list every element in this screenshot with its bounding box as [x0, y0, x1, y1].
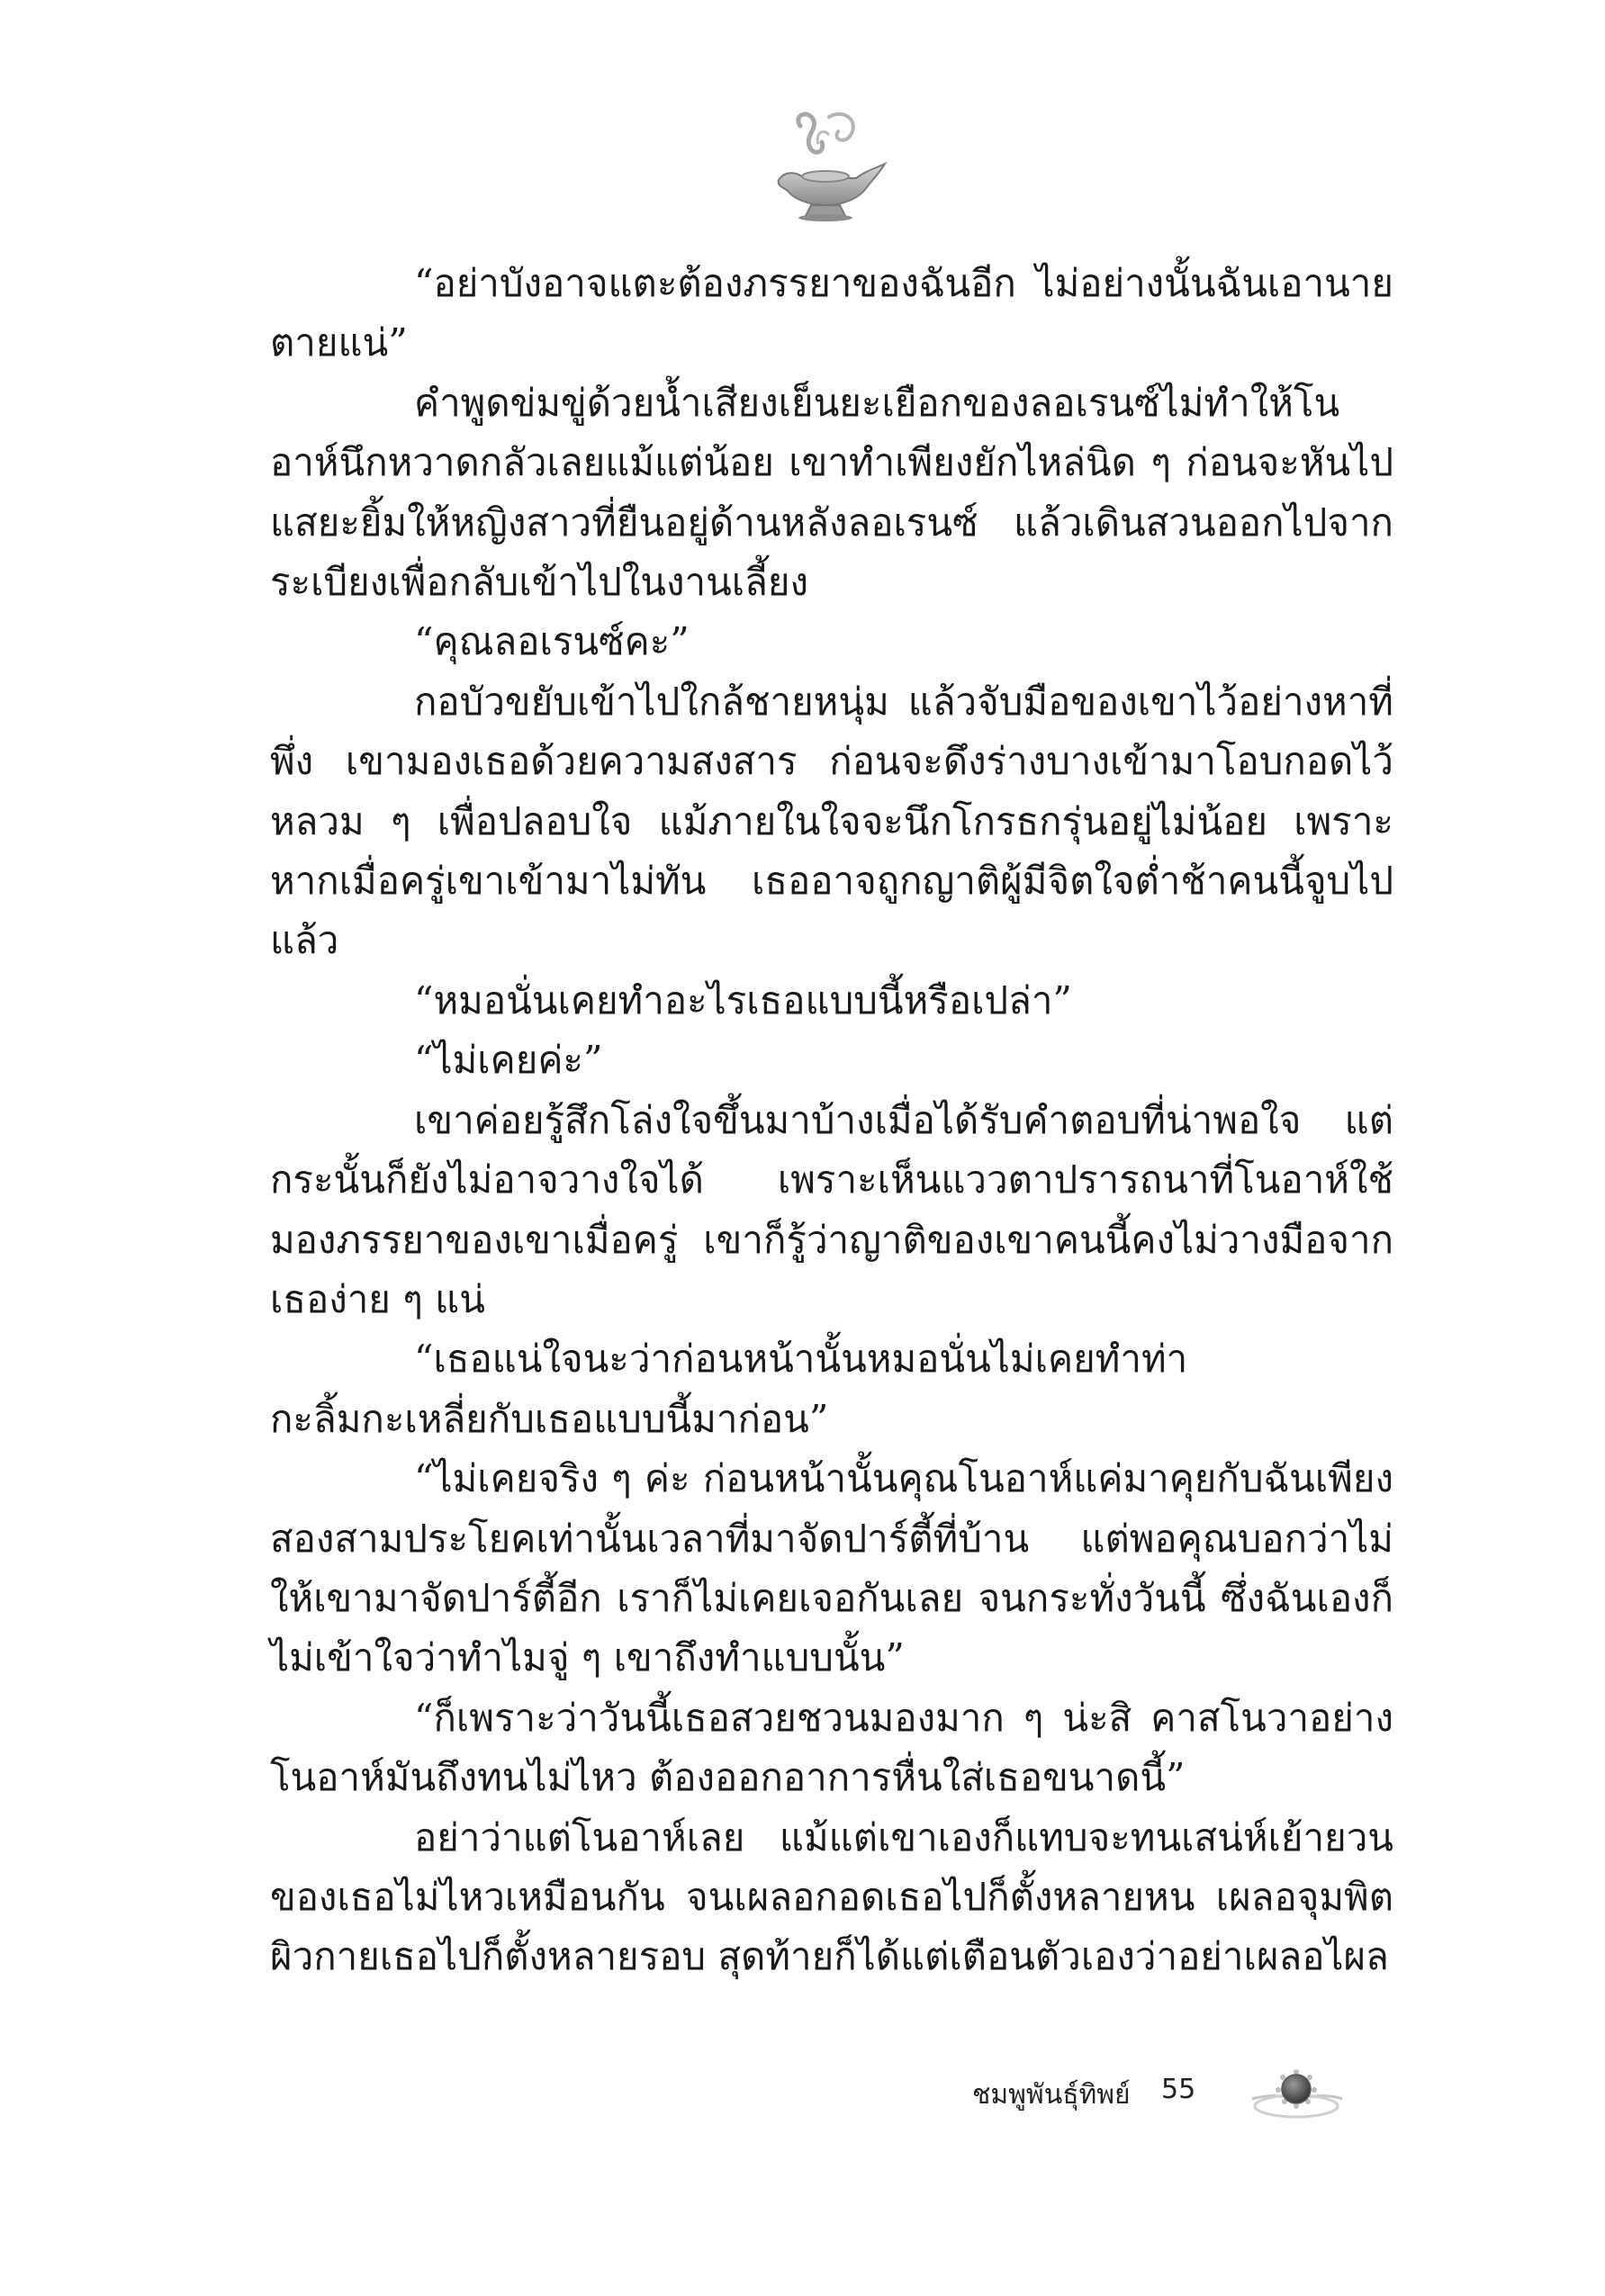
paragraph: อย่าว่าแต่โนอาห์เลย แม้แต่เขาเองก็แทบจะทนเสน่ห์เย้ายวนของเธอไม่ไหวเหมือนกัน จนเผลอกอดเธอไปก็ตั้งหลายหน เผลอจุมพิตผิวกายเธอไปก็ตั้งหลายรอบ สุดท้ายก็ได้แต่เตือนตัวเองว่าอย่าเผลอไผล [270, 1814, 1393, 1979]
page-number: 55 [1161, 2074, 1196, 2105]
genie-lamp-icon [766, 108, 892, 225]
paragraph: กอบัวขยับเข้าไปใกล้ชายหนุ่ม แล้วจับมือของเขาไว้อย่างหาที่พึ่ง เขามองเธอด้วยความสงสาร ก่อนจะดึงร่างบางเข้ามาโอบกอดไว้หลวม ๆ เพื่อปลอบใจ แม้ภายในใจจะนึกโกรธกรุ่นอยู่ไม่น้อย เพราะหากเมื่อครู่เขาเข้ามาไม่ทัน เธออาจถูกญาติผู้มีจิตใจต่ำช้าคนนี้จูบไปแล้ว [270, 679, 1393, 963]
paragraph: “เธอแน่ใจนะว่าก่อนหน้านั้นหมอนั่นไม่เคยทำท่ากะลิ้มกะเหลี่ยกับเธอแบบนี้มาก่อน” [270, 1337, 1188, 1441]
paragraph: “ก็เพราะว่าวันนี้เธอสวยชวนมองมาก ๆ น่ะสิ คาสโนวาอย่างโนอาห์มันถึงทนไม่ไหว ต้องออกอาการหื่นใส่เธอขนาดนี้” [270, 1695, 1393, 1800]
paragraph: “ไม่เคยจริง ๆ ค่ะ ก่อนหน้านั้นคุณโนอาห์แค่มาคุยกับฉันเพียงสองสามประโยคเท่านั้นเวลาที่มาจัดปาร์ตี้ที่บ้าน แต่พอคุณบอกว่าไม่ให้เขามาจัดปาร์ตี้อีก เราก็ไม่เคยเจอกันเลย จนกระทั่งวันนี้ ซึ่งฉันเองก็ไม่เข้าใจว่าทำไมจู่ ๆ เขาถึงทำแบบนั้น” [270, 1456, 1393, 1680]
gem-ring-icon [1247, 2061, 1346, 2124]
paragraph: “คุณลอเรนซ์คะ” [414, 619, 690, 664]
paragraph: เขาค่อยรู้สึกโล่งใจขึ้นมาบ้างเมื่อได้รับคำตอบที่น่าพอใจ แต่กระนั้นก็ยังไม่อาจวางใจได้ เพราะเห็นแววตาปรารถนาที่โนอาห์ใช้มองภรรยาของเขาเมื่อครู่ เขาก็รู้ว่าญาติของเขาคนนี้คงไม่วางมือจากเธอง่าย ๆ แน่ [270, 1097, 1393, 1321]
book-title: ชมพูพันธุ์ทิพย์ [972, 2079, 1131, 2111]
paragraph: คำพูดข่มขู่ด้วยน้ำเสียงเย็นยะเยือกของลอเรนซ์ไม่ทำให้โนอาห์นึกหวาดกลัวเลยแม้แต่น้อย เขาทำเพียงยักไหล่นิด ๆ ก่อนจะหันไปแสยะยิ้มให้หญิงสาวที่ยืนอยู่ด้านหลังลอเรนซ์ แล้วเดินสวนออกไปจากระเบียงเพื่อกลับเข้าไปในงานเลี้ยง [270, 380, 1393, 605]
paragraph: “ไม่เคยค่ะ” [414, 1038, 603, 1083]
paragraph: “หมอนั่นเคยทำอะไรเธอแบบนี้หรือเปล่า” [414, 977, 1072, 1022]
page-footer [972, 2061, 1422, 2133]
body-text [270, 254, 1393, 1987]
paragraph: “อย่าบังอาจแตะต้องภรรยาของฉันอีก ไม่อย่างนั้นฉันเอานายตายแน่” [270, 261, 1393, 365]
